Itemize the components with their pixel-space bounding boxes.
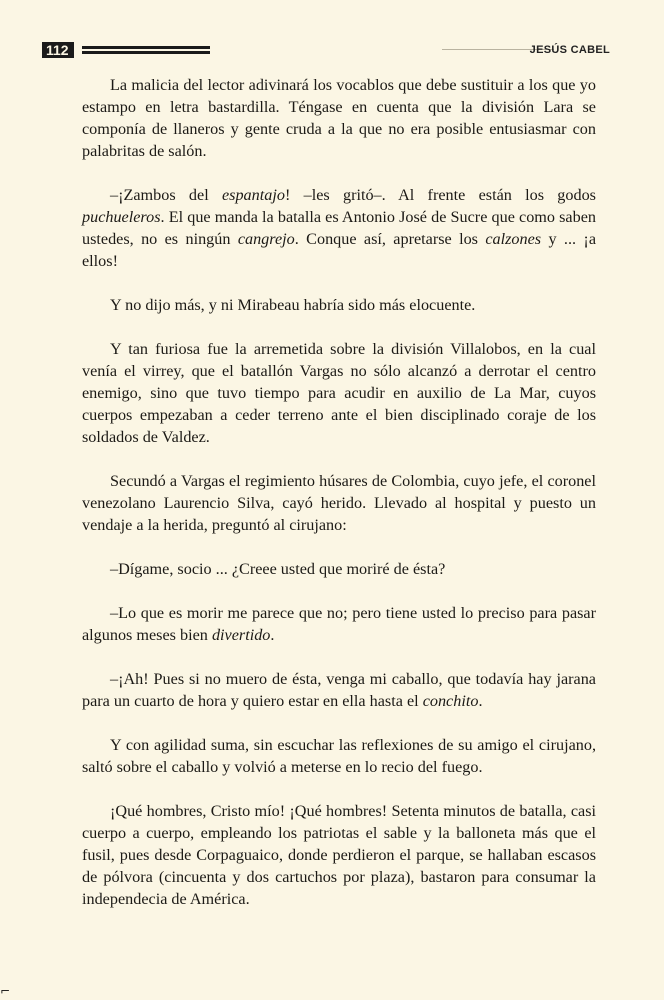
running-author: JESÚS CABEL bbox=[529, 44, 610, 56]
italic-word: puchueleros bbox=[82, 208, 161, 226]
paragraph bbox=[82, 470, 596, 536]
header-rule-left bbox=[82, 46, 210, 54]
paragraph-text: Y no dijo más, y ni Mirabeau habría sido más elocuente. bbox=[110, 296, 476, 314]
margin-mark: ⌐ bbox=[0, 984, 11, 998]
paragraph-text: –Dígame, socio ... ¿Creee usted que moriré de ésta? bbox=[110, 560, 446, 578]
paragraph-text: . El que manda la batalla es Antonio José de Sucre que como saben ustedes, no es ningún bbox=[82, 208, 596, 248]
paragraph bbox=[82, 734, 596, 778]
paragraph bbox=[82, 74, 596, 162]
paragraph-text: ¡Qué hombres, Cristo mío! ¡Qué hombres! Setenta minutos de batalla, casi cuerpo a cuerpo, empleando los patriotas el sable y la balloneta más que el fusil, pues desde Corpaguaico, donde perdieron el parque, se hallaban escasos de pólvora (cincuenta y dos cartuchos por plaza), bastaron para consumar la independecia de América. bbox=[82, 802, 596, 908]
paragraph bbox=[82, 668, 596, 712]
italic-word: divertido bbox=[211, 626, 271, 644]
paragraph-text: –¡Zambos del bbox=[110, 186, 222, 204]
paragraph-text: Secundó a Vargas el regimiento húsares de Colombia, cuyo jefe, el coronel venezolano Laurencio Silva, cayó herido. Llevado al hospital y puesto un vendaje a la herida, preguntó al cirujano: bbox=[82, 472, 596, 534]
paragraph bbox=[82, 184, 596, 272]
page-number: 112 bbox=[42, 42, 74, 58]
italic-word: calzones bbox=[485, 230, 542, 248]
paragraph-text: . Conque así, apretarse los bbox=[294, 230, 486, 248]
paragraph-text: y ... ¡a ellos! bbox=[82, 230, 597, 270]
paragraph bbox=[82, 338, 596, 448]
paragraph-text: –¡Ah! Pues si no muero de ésta, venga mi caballo, que todavía hay jarana para un cuarto de hora y quiero estar en ella hasta el bbox=[82, 670, 596, 710]
paragraph bbox=[82, 558, 596, 580]
italic-word: conchito bbox=[422, 692, 479, 710]
paragraph-text: ! –les gritó–. Al frente están los godos bbox=[284, 186, 596, 204]
paragraph-text: –Lo que es morir me parece que no; pero tiene usted lo preciso para pasar algunos meses bien bbox=[82, 604, 596, 644]
paragraph-text: . bbox=[270, 626, 275, 644]
paragraph bbox=[82, 602, 596, 646]
paragraph-text: Y con agilidad suma, sin escuchar las reflexiones de su amigo el cirujano, saltó sobre el caballo y volvió a meterse en lo recio del fuego. bbox=[82, 736, 596, 776]
paragraph-text: . bbox=[478, 692, 483, 710]
paragraph-text: La malicia del lector adivinará los vocablos que debe sustituir a los que yo estampo en letra bastardilla. Téngase en cuenta que la división Lara se componía de llaneros y gente cruda a la que no era posible entusiasmar con palabritas de salón. bbox=[82, 76, 596, 160]
paragraph bbox=[82, 800, 596, 910]
page-body bbox=[82, 74, 596, 910]
paragraph bbox=[82, 294, 596, 316]
italic-word: espantajo bbox=[221, 186, 285, 204]
running-header bbox=[42, 40, 616, 62]
paragraph-text: Y tan furiosa fue la arremetida sobre la división Villalobos, en la cual venía el virrey, que el batallón Vargas no sólo alcanzó a derrotar el centro enemigo, sino que tuvo tiempo para acudir en auxilio de La Mar, cuyos cuerpos empezaban a ceder terreno ante el bien disciplinado coraje de los soldados de Valdez. bbox=[82, 340, 596, 446]
italic-word: cangrejo bbox=[237, 230, 295, 248]
